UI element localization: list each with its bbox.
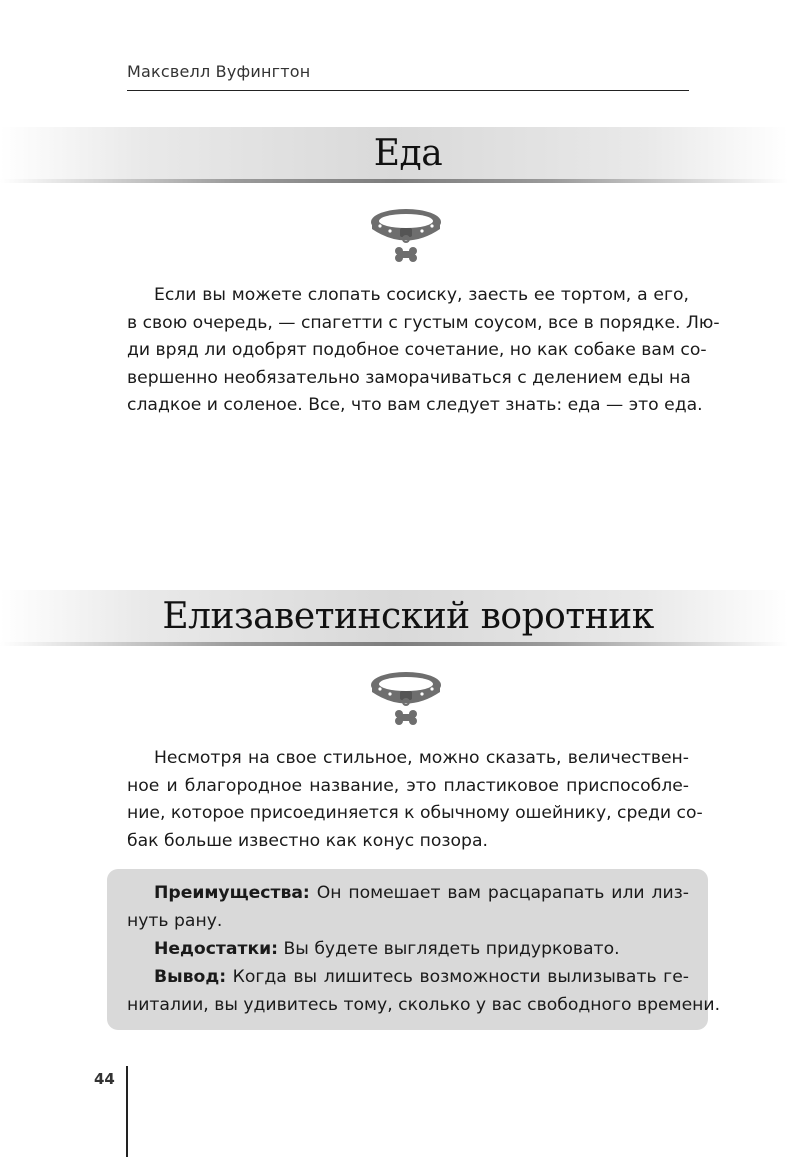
text-line: Если вы можете слопать сосиску, заесть ее тортом, а его,	[154, 285, 689, 305]
text-line: ное и благородное название, это пластиковое приспособле-	[127, 775, 689, 796]
section-body-paragraph	[127, 282, 720, 420]
pros-line-continued: нуть рану.	[127, 911, 223, 931]
text-line: ние, которое присоединяется к обычному ошейнику, среди со-	[127, 803, 703, 823]
cons-text: Вы будете выглядеть придурковато.	[278, 939, 620, 959]
page-number: 44	[94, 1070, 115, 1088]
text-line: сладкое и соленое. Все, что вам следует знать: еда — это еда.	[127, 395, 703, 415]
verdict-text: Когда вы лишитесь возможности вылизывать ге-	[226, 967, 689, 987]
pros-line	[127, 879, 689, 907]
text-line: ди вряд ли одобрят подобное сочетание, но как собаке вам со-	[127, 340, 707, 360]
cons-label: Недостатки:	[154, 939, 279, 959]
verdict-line-continued: ниталии, вы удивитесь тому, сколько у вас свободного времени.	[127, 995, 721, 1015]
text-line: вершенно необязательно заморачиваться с делением еды на	[127, 367, 691, 388]
running-head-author: Максвелл Вуфингтон	[127, 62, 311, 81]
dog-collar-bone-icon	[370, 669, 442, 729]
section-title: Елизаветинский воротник	[162, 596, 654, 637]
cons-line	[127, 935, 689, 963]
summary-box-text	[127, 879, 721, 1019]
text-line: Несмотря на свое стильное, можно сказать, величествен-	[154, 748, 689, 768]
text-line: в свою очередь, — спагетти с густым соусом, все в порядке. Лю-	[127, 312, 720, 333]
text-line: бак больше известно как конус позора.	[127, 830, 488, 851]
header-rule	[127, 90, 689, 91]
verdict-label: Вывод:	[154, 967, 227, 987]
folio-rule	[126, 1066, 128, 1157]
pros-label: Преимущества:	[154, 883, 310, 903]
verdict-line	[127, 963, 689, 991]
dog-collar-bone-icon	[370, 206, 442, 266]
pros-text: Он помешает вам расцарапать или лиз-	[309, 883, 689, 903]
section-body-paragraph	[127, 745, 703, 855]
section-title: Еда	[373, 133, 443, 174]
